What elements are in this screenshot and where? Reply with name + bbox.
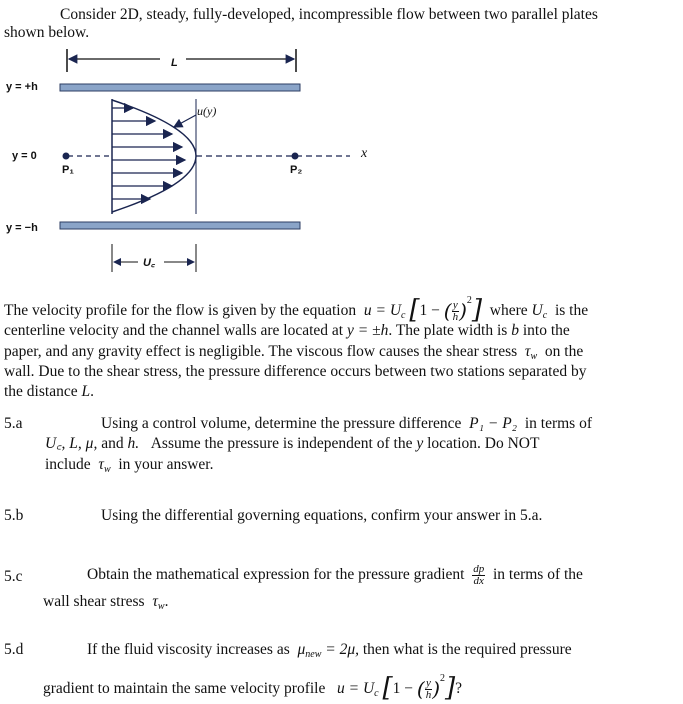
paragraph-line-4: wall. Due to the shear stress, the pressure difference occurs between two stations separated by [4, 363, 587, 380]
label-x: x [361, 146, 368, 161]
q5b-text: Using the differential governing equations, confirm your answer in 5.a. [101, 507, 543, 524]
label-y-zero: y = 0 [12, 150, 37, 162]
q5a-line-1: Using a control volume, determine the pressure difference P₁ − P₂ in terms of [101, 415, 592, 432]
top-plate [60, 84, 300, 91]
q5c-line-2: wall shear stress $\tau_w$. [43, 593, 169, 612]
intro-line-1: Consider 2D, steady, fully-developed, incompressible flow between two parallel plates [60, 6, 598, 23]
q5d-line-2: gradient to maintain the same velocity profile $u = U_c$ [1 − ( $\frac{y}{h}$ )$^2$]? [43, 673, 463, 703]
channel-flow-figure [0, 44, 400, 276]
q5c-number: 5.c [4, 568, 23, 585]
q5d-line-1: If the fluid viscosity increases as $\mu_{new} = 2\mu$, then what is the required pressure [87, 641, 572, 660]
velocity-equation: $u = U_c$ [1 − ( $\frac{y}{h}$ )$^2$] [363, 295, 483, 325]
paragraph-line-1: The velocity profile for the flow is given by the equation $u = U_c$ [1 − ( $\frac{y}{h}$ )$^2$] where $U_c$ is the [4, 295, 589, 325]
uy-leader [174, 115, 196, 127]
paragraph-line-3: paper, and any gravity effect is negligible. The viscous flow causes the shear stress $\tau_w$ on the [4, 343, 584, 362]
paragraph-line-2: centerline velocity and the channel walls are located at y = ±h. The plate width is b into the [4, 322, 570, 339]
label-P1: P₁ [62, 164, 74, 176]
q5a-number: 5.a [4, 415, 23, 432]
P1-point [63, 153, 70, 160]
q5c-line-1: Obtain the mathematical expression for the pressure gradient $\frac{dp}{dx}$ in terms of the [87, 563, 583, 587]
velocity-equation-2: $u = U_c$ [1 − ( $\frac{y}{h}$ )$^2$] [336, 673, 456, 703]
intro-line-2: shown below. [4, 24, 90, 41]
q5a-line-2: U꜀, L, μ, and h. Assume the pressure is independent of the y location. Do NOT [45, 435, 540, 452]
bottom-plate [60, 222, 300, 229]
label-y-minus-h: y = −h [6, 222, 38, 234]
q5a-line-3: include $\tau_w$ in your answer. [45, 456, 214, 475]
q5d-number: 5.d [4, 641, 24, 658]
P2-point [292, 153, 299, 160]
velocity-profile-curve [112, 100, 196, 212]
dp-dx-fraction: $\frac{dp}{dx}$ [473, 563, 485, 587]
q5b-number: 5.b [4, 507, 24, 524]
label-Uc: U꜀ [143, 257, 155, 269]
paragraph-line-5: the distance L. [4, 383, 94, 400]
label-P2: P₂ [290, 164, 303, 176]
label-u-of-y: u(y) [197, 104, 217, 118]
label-L: L [171, 57, 178, 69]
label-y-plus-h: y = +h [6, 81, 38, 93]
